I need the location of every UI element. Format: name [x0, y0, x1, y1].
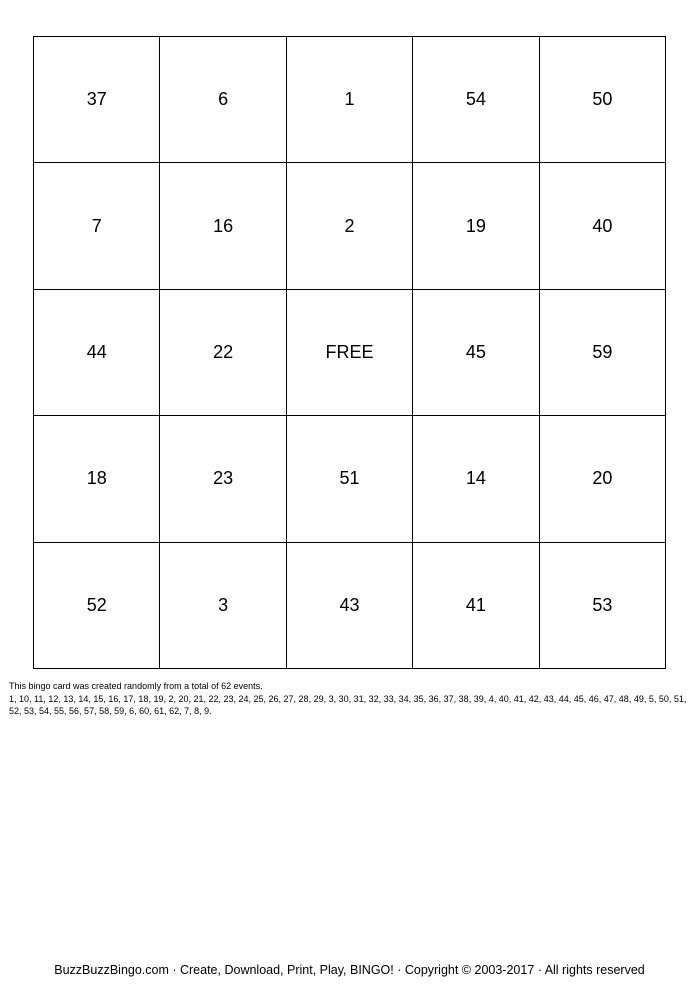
bingo-cell: 1 [287, 37, 413, 163]
bingo-row-5 [34, 543, 666, 669]
bingo-row-4 [34, 416, 666, 542]
bingo-cell: 53 [540, 543, 666, 669]
bingo-cell: 59 [540, 290, 666, 416]
bingo-cell: 51 [287, 416, 413, 542]
bingo-card [33, 36, 666, 669]
bingo-cell: 19 [413, 163, 539, 289]
bingo-cell: 3 [160, 543, 286, 669]
footer-copyright: BuzzBuzzBingo.com · Create, Download, Print, Play, BINGO! · Copyright © 2003-2017 · All rights reserved [54, 963, 645, 977]
bingo-cell: 44 [34, 290, 160, 416]
bingo-cell: 37 [34, 37, 160, 163]
bingo-free-cell: FREE [287, 290, 413, 416]
bingo-cell: 16 [160, 163, 286, 289]
bingo-cell: 7 [34, 163, 160, 289]
bingo-cell: 14 [413, 416, 539, 542]
bingo-cell: 45 [413, 290, 539, 416]
bingo-cell: 22 [160, 290, 286, 416]
bingo-cell: 20 [540, 416, 666, 542]
bingo-row-3 [34, 290, 666, 416]
bingo-cell: 54 [413, 37, 539, 163]
bingo-cell: 2 [287, 163, 413, 289]
bingo-cell: 40 [540, 163, 666, 289]
bingo-cell: 41 [413, 543, 539, 669]
bingo-cell: 18 [34, 416, 160, 542]
bingo-cell: 52 [34, 543, 160, 669]
bingo-cell: 23 [160, 416, 286, 542]
bingo-row-2 [34, 163, 666, 289]
generation-note: This bingo card was created randomly from a total of 62 events. [9, 681, 263, 691]
bingo-row-1 [34, 37, 666, 163]
event-list: 1, 10, 11, 12, 13, 14, 15, 16, 17, 18, 19, 2, 20, 21, 22, 23, 24, 25, 26, 27, 28, 29, 3, 30, 31, 32, 33, 34, 35, 36, 37, 38, 39, 4, 40, 41, 42, 43, 44, 45, 46, 47, 48, 49, 5, 50, 51, 52, 53, 54, 55, 56, 57, 58, 59, 6, 60, 61, 62, 7, 8, 9. [9, 693, 687, 716]
bingo-cell: 43 [287, 543, 413, 669]
card-info [9, 680, 691, 718]
bingo-cell: 50 [540, 37, 666, 163]
bingo-cell: 6 [160, 37, 286, 163]
